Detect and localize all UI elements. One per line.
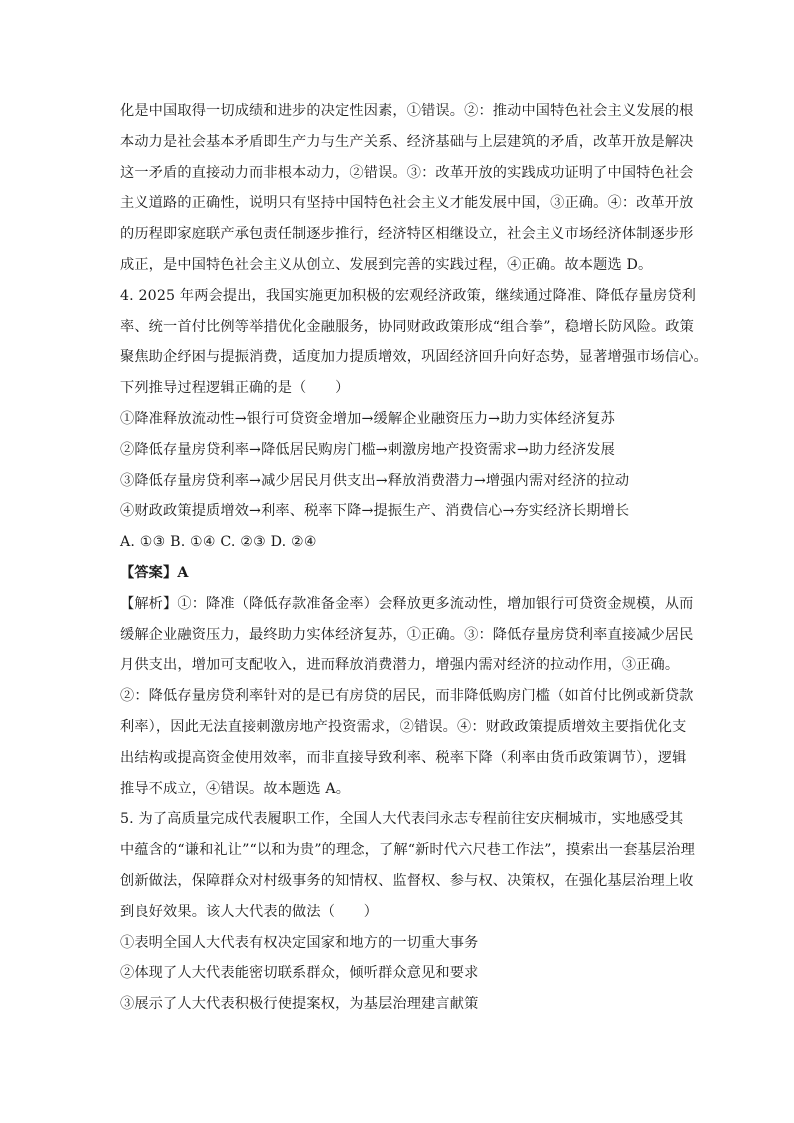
- analysis-text: 推导不成立，④错误。故本题选 A。: [120, 780, 351, 797]
- question-5-option: ①表明全国人大代表有权决定国家和地方的一切重大事务: [120, 934, 479, 951]
- question-4-option: ②降低存量房贷利率→降低居民购房门槛→刺激房地产投资需求→助力经济发展: [120, 441, 615, 458]
- question-5-option: ③展示了人大代表积极行使提案权，为基层治理建言献策: [120, 996, 479, 1013]
- question-5-option: ②体现了人大代表能密切联系群众，倾听群众意见和要求: [120, 965, 479, 982]
- text-line: 这一矛盾的直接动力而非根本动力，②错误。③：改革开放的实践成功证明了中国特色社会: [120, 164, 694, 181]
- answer-label: 【答案】A: [120, 564, 189, 581]
- question-4-stem: 率、统一首付比例等举措优化金融服务，协同财政政策形成“组合拳”，稳增长防风险。政策: [120, 318, 694, 335]
- question-5-stem: 中蕴含的“谦和礼让”“以和为贵”的理念，了解“新时代六尺巷工作法”，摸索出一套基层治理: [120, 842, 695, 859]
- question-5-stem: 创新做法，保障群众对村级事务的知情权、监督权、参与权、决策权，在强化基层治理上收: [120, 872, 694, 889]
- question-4-stem: 下列推导过程逻辑正确的是（ ）: [120, 380, 350, 397]
- text-line: 化是中国取得一切成绩和进步的决定性因素，①错误。②：推动中国特色社会主义发展的根: [120, 103, 694, 119]
- text-line: 成正，是中国特色社会主义从创立、发展到完善的实践过程，④正确。故本题选 D。: [120, 256, 653, 273]
- text-line: 本动力是社会基本矛盾即生产力与生产关系、经济基础与上层建筑的矛盾，改革开放是解决: [120, 133, 694, 150]
- analysis-text: 月供支出，增加可支配收入，进而释放消费潜力，增强内需对经济的拉动作用，③正确。: [120, 657, 680, 674]
- analysis-text: 利率），因此无法直接刺激房地产投资需求，②错误。④：财政政策提质增效主要指优化支: [120, 718, 687, 735]
- question-5-stem: 到良好效果。该人大代表的做法（ ）: [120, 903, 379, 920]
- text-line: 的历程即家庭联产承包责任制逐步推行，经济特区相继设立，社会主义市场经济体制逐步形: [120, 226, 694, 243]
- question-4-stem: 4. 2025 年两会提出，我国实施更加积极的宏观经济政策，继续通过降准、降低存量房贷利: [120, 287, 697, 304]
- text-line: 主义道路的正确性，说明只有坚持中国特色社会主义才能发展中国，③正确。④：改革开放: [120, 195, 694, 212]
- question-4-stem: 聚焦助企纾困与提振消费，适度加力提质增效，巩固经济回升向好态势，显著增强市场信心。: [120, 349, 708, 366]
- analysis-text: 缓解企业融资压力，最终助力实体经济复苏，①正确。③：降低存量房贷利率直接减少居民: [120, 626, 694, 643]
- question-4-choices: A. ①③ B. ①④ C. ②③ D. ②④: [120, 534, 317, 551]
- analysis-text: ②：降低存量房贷利率针对的是已有房贷的居民，而非降低购房门槛（如首付比例或新贷款: [120, 688, 694, 705]
- question-4-option: ④财政政策提质增效→利率、税率下降→提振生产、消费信心→夯实经济长期增长: [120, 503, 630, 520]
- question-4-option: ③降低存量房贷利率→减少居民月供支出→释放消费潜力→增强内需对经济的拉动: [120, 472, 630, 489]
- analysis-text: 【解析】①：降准（降低存款准备金率）会释放更多流动性，增加银行可贷资金规模，从而: [120, 595, 694, 612]
- question-5-stem: 5. 为了高质量完成代表履职工作，全国人大代表闫永志专程前往安庆桐城市，实地感受其: [120, 811, 684, 828]
- analysis-text: 出结构或提高资金使用效率，而非直接导致利率、税率下降（利率由货币政策调节），逻辑: [120, 749, 687, 766]
- question-4-option: ①降准释放流动性→银行可贷资金增加→缓解企业融资压力→助力实体经济复苏: [120, 410, 615, 427]
